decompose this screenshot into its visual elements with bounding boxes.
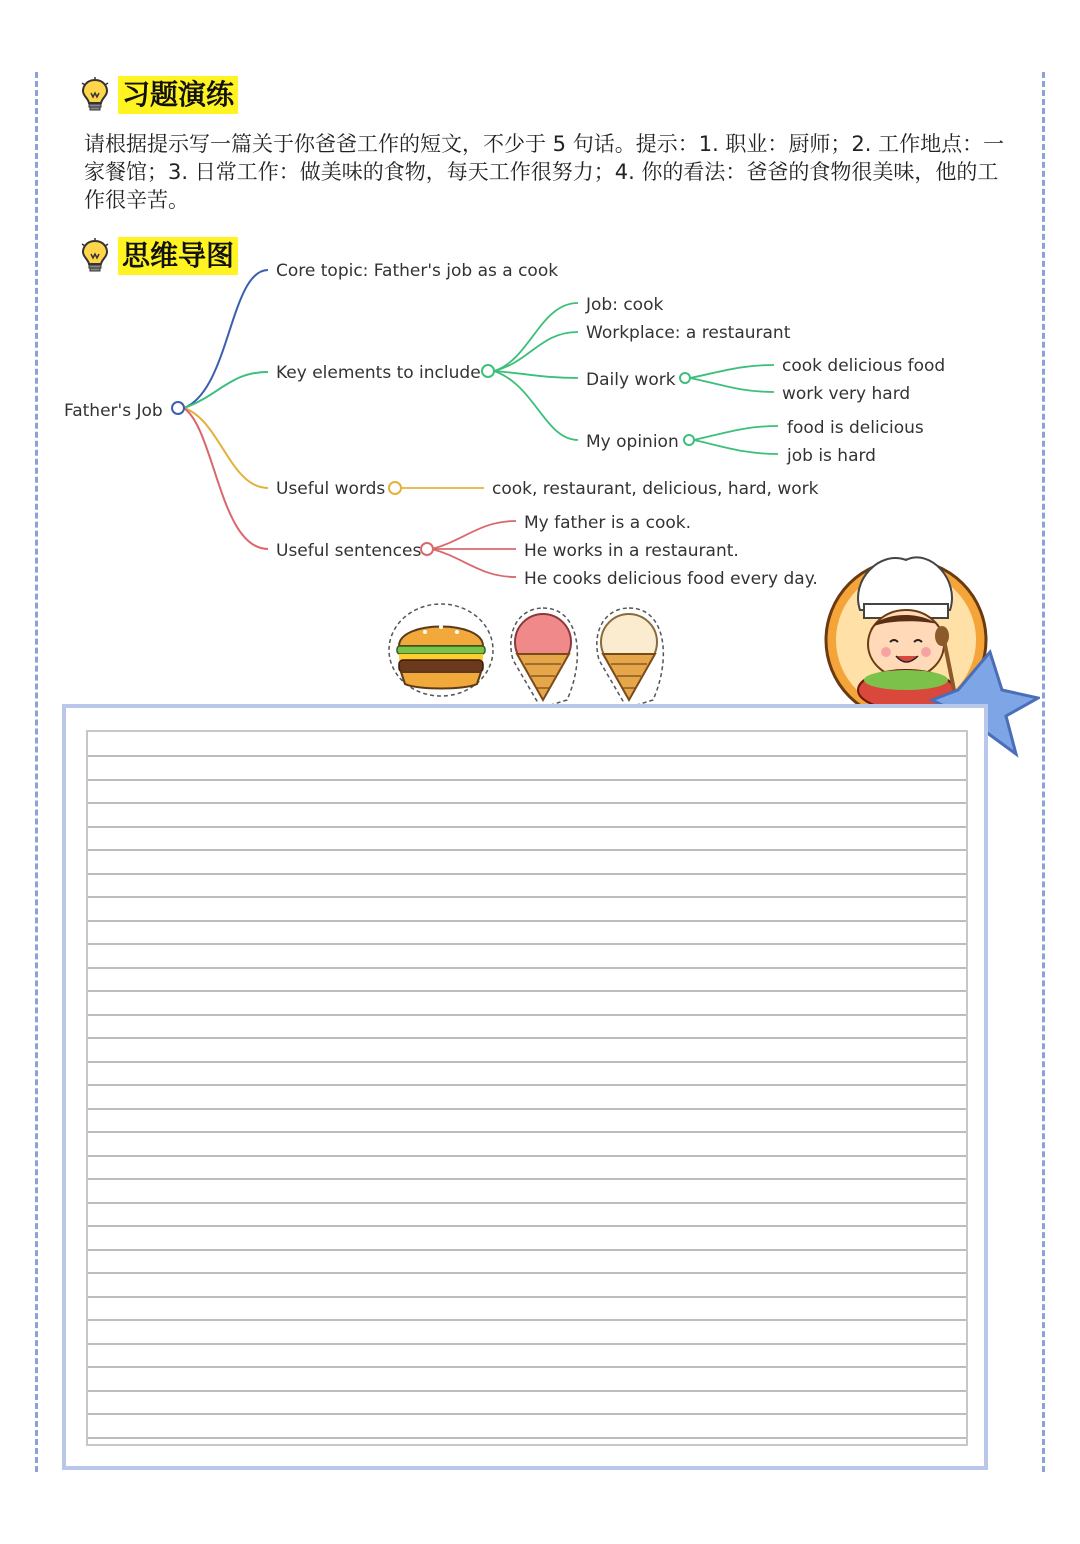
mindmap-opinion-item: job is hard [787,446,876,466]
strawberry-ice-cream-icon [511,608,578,708]
writing-line [88,1272,966,1274]
writing-line [88,1202,966,1204]
writing-line [88,1014,966,1016]
writing-line [88,1131,966,1133]
writing-area[interactable] [62,704,988,1470]
ruled-lines[interactable] [86,730,968,1446]
section-exercise-heading [80,76,238,114]
writing-line [88,1084,966,1086]
section-title: 思维导图 [118,237,238,275]
writing-line [88,873,966,875]
writing-line [88,1155,966,1157]
writing-line [88,1061,966,1063]
mindmap-daily-item: cook delicious food [782,356,946,376]
writing-line [88,1319,966,1321]
writing-line [88,826,966,828]
writing-line [88,755,966,757]
mindmap-daily-work: Daily work [586,370,676,390]
writing-line [88,1296,966,1298]
writing-line [88,1037,966,1039]
writing-line [88,1225,966,1227]
writing-line [88,920,966,922]
section-title: 习题演练 [118,76,238,114]
mindmap-workplace: Workplace: a restaurant [586,323,791,343]
mindmap-core-topic: Core topic: Father's job as a cook [276,261,559,281]
writing-line [88,990,966,992]
mindmap-root: Father's Job [64,401,163,421]
writing-line [88,1108,966,1110]
writing-line [88,1366,966,1368]
food-stickers [385,600,675,710]
writing-line [88,1390,966,1392]
hamburger-icon [389,604,493,696]
branch-words [184,408,268,488]
writing-line [88,1249,966,1251]
writing-line [88,779,966,781]
mindmap-useful-sentences: Useful sentences [276,541,422,561]
writing-line [88,849,966,851]
branch-core [184,270,268,408]
writing-line [88,1178,966,1180]
lightbulb-icon [80,77,110,113]
mindmap-useful-words: Useful words [276,479,386,499]
mindmap-sentence: He cooks delicious food every day. [524,569,818,589]
mindmap-sentence: My father is a cook. [524,513,692,533]
writing-line [88,1343,966,1345]
writing-line [88,802,966,804]
writing-prompt: 请根据提示写一篇关于你爸爸工作的短文，不少于 5 句话。提示：1. 职业：厨师；2. 工作地点：一家餐馆；3. 日常工作：做美味的食物，每天工作很努力；4. 你的看法：爸爸的食物很美味，他的工作很辛苦。 [84,132,1005,212]
mindmap-daily-item: work very hard [782,384,911,404]
mindmap-key-elements: Key elements to include [276,363,481,383]
writing-line [88,1437,966,1439]
branch-sentences [184,408,268,549]
writing-line [88,943,966,945]
writing-line [88,896,966,898]
mindmap-opinion: My opinion [586,432,679,452]
writing-line [88,1413,966,1415]
writing-line [88,967,966,969]
mindmap-sentence: He works in a restaurant. [524,541,739,561]
mindmap-useful-words-value: cook, restaurant, delicious, hard, work [492,479,819,499]
vanilla-ice-cream-icon [597,608,664,708]
mindmap-job: Job: cook [586,295,664,315]
branch-key [184,372,268,408]
mindmap-opinion-item: food is delicious [787,418,924,438]
